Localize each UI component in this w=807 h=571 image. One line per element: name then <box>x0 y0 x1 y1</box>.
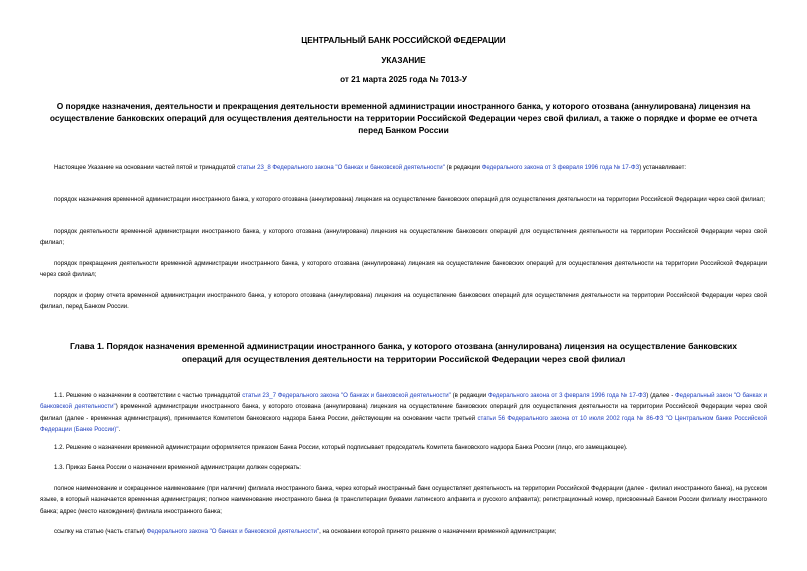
paragraph-text: . <box>118 426 121 434</box>
paragraph-1-3-item <box>40 526 767 537</box>
list-item: порядок прекращения деятельности временной администрации иностранного банка, у которого отозвана (аннулирована) лицензия на осуществление банковских операций для осуществления деятельности на территории Российской Федерации через свой филиал; <box>40 260 767 279</box>
document-date-number: от 21 марта 2025 года № 7013-У <box>340 75 467 84</box>
paragraph-text: 1.1. Решение о назначении в соответствии с частью тринадцатой <box>54 392 243 399</box>
list-item: порядок назначения временной администрации иностранного банка, у которого отозвана (аннулирована) лицензия на осуществление банковских операций для осуществления деятельности на территории Российской Федерации через свой филиал; <box>54 196 765 203</box>
list-item: порядок и форму отчета временной администрации иностранного банка, у которого отозвана (аннулирована) лицензия на осуществление банковских операций для осуществления деятельности на территории Российской Федерации через свой филиал, перед Банком России. <box>40 292 767 311</box>
law-link-86fz[interactable]: статьи 56 Федерального закона от 10 июля 2002 года № 86-ФЗ "О Центральном банке Российской Федерации (Банке России)" <box>40 414 767 434</box>
law-link-art-23-7[interactable]: статьи 23_7 Федерального закона "О банках и банковской деятельности" <box>242 392 451 399</box>
issuer-heading: ЦЕНТРАЛЬНЫЙ БАНК РОССИЙСКОЙ ФЕДЕРАЦИИ <box>301 36 506 45</box>
document-title: О порядке назначения, деятельности и прекращения деятельности временной администрации иностранного банка, у которого отозвана (аннулирована) лицензия на осуществление банковских операций для осуществления деятельности на территории Российской Федерации через свой филиал, а также о порядке и форме ее отчета перед Банком России <box>49 101 758 135</box>
paragraph-1-3-item: полное наименование и сокращенное наименование (при наличии) филиала иностранного банка, через который иностранный банк осуществляет деятельность на территории Российской Федерации (далее - филиал иностранного банка), на русском языке, в который назначается временная администрация; полное наименование иностранного банка (в транслитерации буквами латинского алфавита и русского алфавита); регистрационный номер, присвоенный Банком России филиалу иностранного банка; адрес (место нахождения) филиала иностранного банка; <box>40 485 767 515</box>
paragraph-text: ссылку на статью (часть статьи) <box>54 528 147 535</box>
law-link-17fz[interactable]: Федерального закона от 3 февраля 1996 года № 17-ФЗ <box>481 164 640 171</box>
paragraph-1-2: 1.2. Решение о назначении временной администрации оформляется приказом Банка России, который подписывает председатель Комитета банковского надзора Банка России (лицо, его замещающее). <box>54 444 628 451</box>
paragraph-text: ) (далее - <box>646 392 676 399</box>
intro-text: (в редакции <box>444 164 482 171</box>
law-link-art-23-8[interactable]: статьи 23_8 Федерального закона "О банках и банковской деятельности" <box>237 164 445 171</box>
intro-text: Настоящее Указание на основании частей пятой и тринадцатой <box>54 164 238 171</box>
paragraph-text: ) временной администрации иностранного банка, у которого отозвана (аннулирована) лицензия на осуществление банковских операций для осуществления деятельности на территории Российской Федерации через свой филиал (далее - временная администрация), принимается Комитетом банковского надзора Банка России, действующим на основании части третьей <box>40 403 767 422</box>
paragraph-text: (в редакции <box>450 392 489 399</box>
paragraph-text: , на основании которой принято решение о назначении временной администрации; <box>319 528 557 535</box>
paragraph-1-1 <box>40 390 767 436</box>
law-link-banking-law[interactable]: Федерального закона "О банках и банковской деятельности" <box>146 528 320 535</box>
law-link-17fz[interactable]: Федерального закона от 3 февраля 1996 года № 17-ФЗ <box>488 392 647 399</box>
law-link-banking-law[interactable]: Федеральный закон "О банках и банковской деятельности" <box>40 392 768 411</box>
list-item: порядок деятельности временной администрации иностранного банка, у которого отозвана (аннулирована) лицензия на осуществление банковских операций для осуществления деятельности на территории Российской Федерации через свой филиал; <box>40 228 767 247</box>
intro-text: ) устанавливает: <box>639 164 687 171</box>
paragraph-1-3: 1.3. Приказ Банка России о назначении временной администрации должен содержать: <box>54 464 301 471</box>
document-type: УКАЗАНИЕ <box>381 56 426 65</box>
intro-paragraph <box>40 162 767 173</box>
chapter-1-title: Глава 1. Порядок назначения временной администрации иностранного банка, у которого отозвана (аннулирована) лицензия на осуществление банковских операций для осуществления деятельности на территории Российской Федерации через свой филиал <box>69 341 738 364</box>
